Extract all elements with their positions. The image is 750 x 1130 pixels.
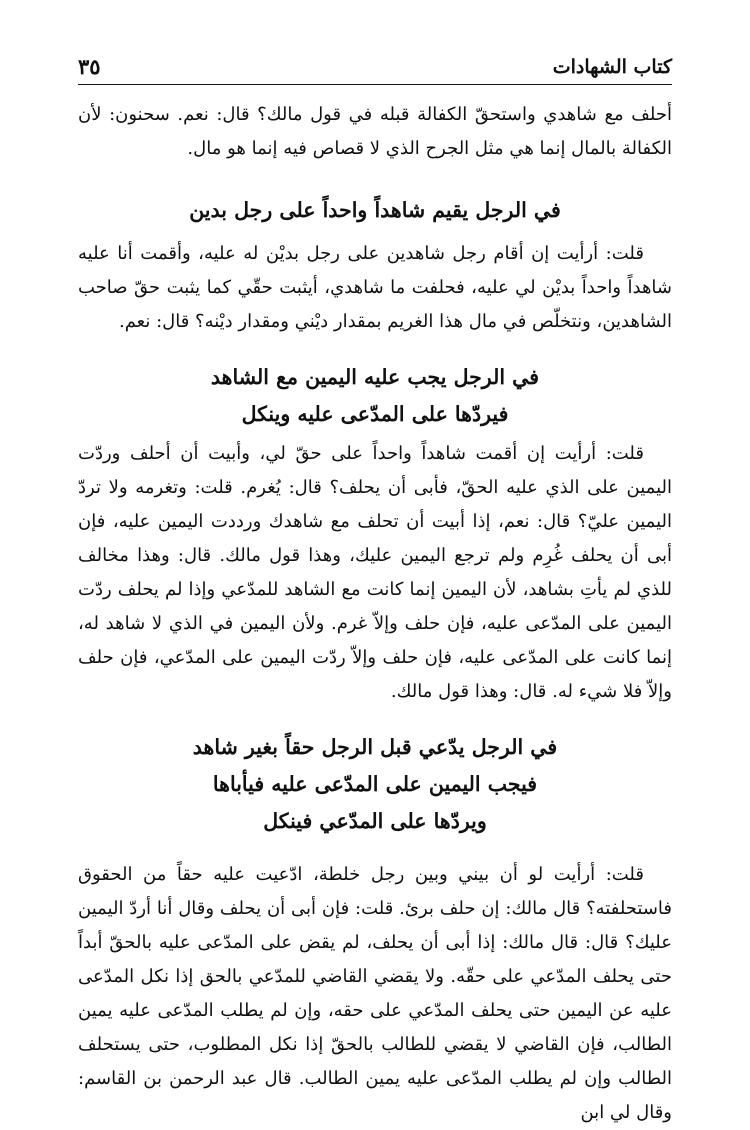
heading-line: في الرجل يدّعي قبل الرجل حقاً بغير شاهد — [192, 735, 558, 759]
section-heading-oath-with-witness — [78, 359, 672, 433]
paragraph-single-witness: قلت: أرأيت إن أقام رجل شاهدين على رجل بديْن له عليه، وأقمت أنا عليه شاهداً واحداً بديْن لي عليه، فحلفت ما شاهدي، أيثبت حقّي كما يثبت حقّ صاحب الشاهدين، ونتخلّص في مال هذا الغريم بمقدار ديْني ومقدار ديْنه؟ قال: نعم. — [78, 243, 672, 332]
section-heading-claim-without-witness — [78, 729, 672, 840]
paragraph-claim-without-witness: قلت: أرأيت لو أن بيني وبين رجل خلطة، ادّعيت عليه حقاً من الحقوق فاستحلفته؟ قال مالك: إن حلف برئ. قلت: فإن أبى أن يحلف وقال أنا أردّ اليمين عليك؟ قال: قال مالك: إذا أبى أن يحلف، لم يقض على المدّعى عليه بالحقّ أبداً حتى يحلف المدّعي على حقّه. ولا يقضي القاضي للمدّعي بالحق إذا نكل المدّعى عليه عن اليمين حتى يحلف المدّعي على حقه، وإن لم يطلب المدّعى عليه يمين الطالب، فإن القاضي لا يقضي للطالب بالحقّ إذا نكل المطلوب، حتى يستحلف الطالب وإن لم يطلب المدّعى عليه يمين الطالب. قال عبد الرحمن بن القاسم: وقال لي ابن — [78, 864, 673, 1123]
heading-line: في الرجل يقيم شاهداً واحداً على رجل بدين — [189, 198, 561, 222]
heading-line: فيردّها على المدّعى عليه وينكل — [241, 402, 509, 426]
paragraph-continuation: أحلف مع شاهدي واستحقّ الكفالة قبله في قول مالك؟ قال: نعم. سحنون: لأن الكفالة بالمال إنما هي مثل الجرح الذي لا قصاص فيه إنما هو مال. — [78, 104, 672, 159]
heading-line: فيجب اليمين على المدّعى عليه فيأباها — [212, 772, 538, 796]
heading-line: ويردّها على المدّعي فينكل — [263, 809, 487, 833]
chapter-title: كتاب الشهادات — [552, 56, 672, 78]
running-header — [78, 44, 672, 85]
paragraph-oath-with-witness: قلت: أرأيت إن أقمت شاهداً واحداً على حقّ لي، وأبيت أن أحلف وردّت اليمين على الذي عليه الحقّ، فأبى أن يحلف؟ قال: يُغرم. قلت: وتغرمه ولا تردّ اليمين عليّ؟ قال: نعم، إذا أبيت أن تحلف مع شاهدك ورددت اليمين عليه، فإن أبى أن يحلف غُرِم ولم ترجع اليمين عليك، وهذا قول مالك. قال: وهذا مخالف للذي لم يأتِ بشاهد، لأن اليمين إنما كانت مع الشاهد للمدّعي وإذا لم يحلف ردّت اليمين على المدّعى عليه، فإن حلف وإلاّ غرم. ولأن اليمين في الذي لا شاهد له، إنما كانت على المدّعى عليه، فإن حلف وإلاّ ردّت اليمين على المدّعي، فإن حلف وإلاّ فلا شيء له. قال: وهذا قول مالك. — [78, 443, 672, 702]
heading-line: في الرجل يجب عليه اليمين مع الشاهد — [210, 365, 540, 389]
page-number: ٣٥ — [78, 54, 101, 79]
section-heading-single-witness — [78, 192, 672, 229]
page-body — [78, 98, 672, 1130]
